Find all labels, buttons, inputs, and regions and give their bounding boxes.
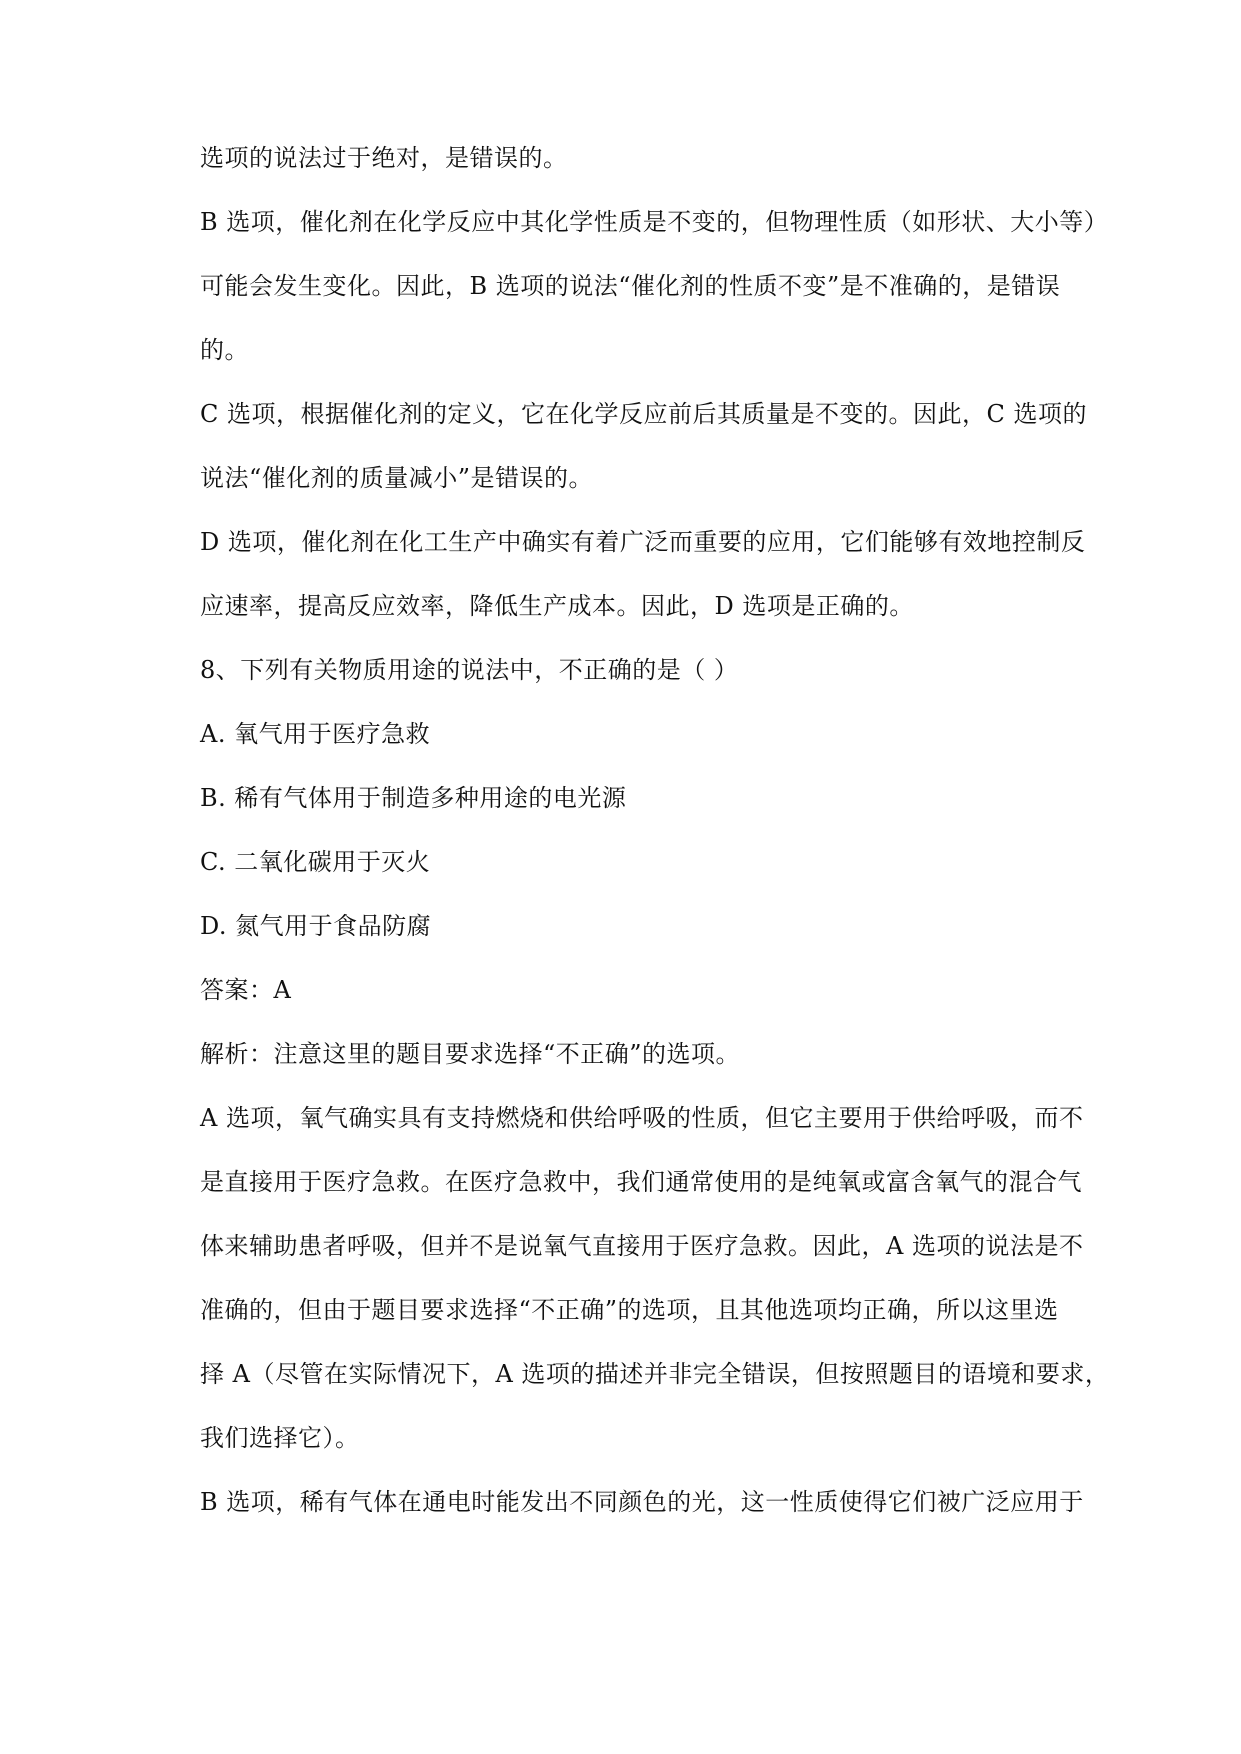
answer-line: 答案：A bbox=[200, 976, 292, 1004]
text-line: 的。 bbox=[200, 336, 249, 364]
text-line: 准确的，但由于题目要求选择“不正确”的选项，且其他选项均正确，所以这里选 bbox=[200, 1296, 1059, 1324]
text-line: 是直接用于医疗急救。在医疗急救中，我们通常使用的是纯氧或富含氧气的混合气 bbox=[200, 1168, 1082, 1196]
text-line: B 选项，稀有气体在通电时能发出不同颜色的光，这一性质使得它们被广泛应用于 bbox=[200, 1488, 1084, 1516]
option-d: D. 氮气用于食品防腐 bbox=[200, 912, 432, 940]
text-line: B 选项，催化剂在化学反应中其化学性质是不变的，但物理性质（如形状、大小等） bbox=[200, 208, 1109, 236]
text-line: 择 A（尽管在实际情况下，A 选项的描述并非完全错误，但按照题目的语境和要求， bbox=[200, 1360, 1110, 1388]
text-line: 说法“催化剂的质量减小”是错误的。 bbox=[200, 464, 594, 492]
option-a: A. 氧气用于医疗急救 bbox=[200, 720, 431, 748]
document-body bbox=[200, 142, 1110, 1550]
text-line: 体来辅助患者呼吸，但并不是说氧气直接用于医疗急救。因此，A 选项的说法是不 bbox=[200, 1232, 1084, 1260]
text-line: D 选项，催化剂在化工生产中确实有着广泛而重要的应用，它们能够有效地控制反 bbox=[200, 528, 1086, 556]
text-line: 应速率，提高反应效率，降低生产成本。因此，D 选项是正确的。 bbox=[200, 592, 914, 620]
text-line: C 选项，根据催化剂的定义，它在化学反应前后其质量是不变的。因此，C 选项的 bbox=[200, 400, 1087, 428]
option-b: B. 稀有气体用于制造多种用途的电光源 bbox=[200, 784, 627, 812]
question-stem: 8、下列有关物质用途的说法中，不正确的是（ ） bbox=[200, 656, 739, 684]
text-line: 可能会发生变化。因此，B 选项的说法“催化剂的性质不变”是不准确的，是错误 bbox=[200, 272, 1061, 300]
text-line: 我们选择它）。 bbox=[200, 1424, 360, 1452]
option-c: C. 二氧化碳用于灭火 bbox=[200, 848, 431, 876]
analysis-line: 解析：注意这里的题目要求选择“不正确”的选项。 bbox=[200, 1040, 741, 1068]
text-line: 选项的说法过于绝对，是错误的。 bbox=[200, 144, 568, 172]
text-line: A 选项，氧气确实具有支持燃烧和供给呼吸的性质，但它主要用于供给呼吸，而不 bbox=[200, 1104, 1084, 1132]
